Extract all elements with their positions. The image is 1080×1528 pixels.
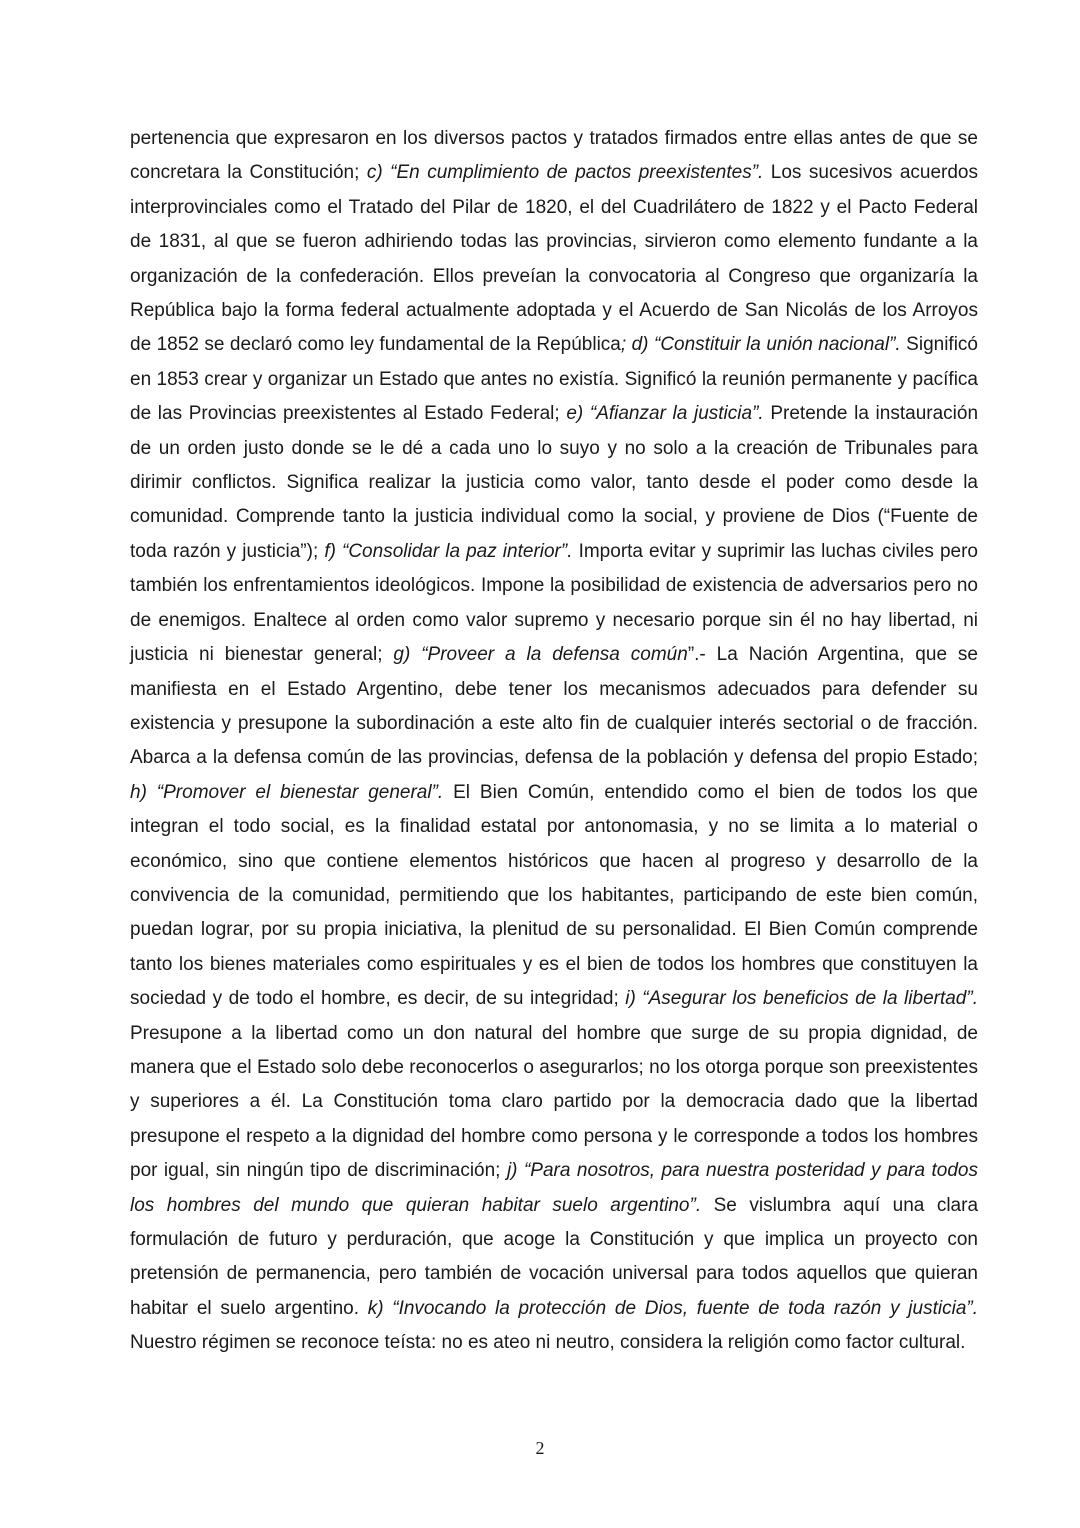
text-run: Importa evitar y suprimir las luchas civiles pero también los enfrentamientos ideológicos. Impone la posibilidad de existencia de adversarios pero no de enemigos. Enaltece al orden como valor supremo y necesario porque sin él no hay libertad, ni justicia ni bienestar general; xyxy=(130,540,978,666)
text-run-italic: i) “Asegurar los beneficios de la libertad”. xyxy=(625,988,978,1010)
text-run-italic: ; d) “Constituir la unión nacional”. xyxy=(620,334,901,356)
text-run: ”.- La Nación Argentina, que se manifiesta en el Estado Argentino, debe tener los mecanismos adecuados para defender su existencia y presupone la subordinación a este alto fin de cualquier interés sectorial o de fracción. Abarca a la defensa común de las provincias, defensa de la población y defensa del propio Estado; xyxy=(130,644,979,769)
page-number: 2 xyxy=(535,1438,545,1458)
text-run: Se vislumbra aquí una clara formulación de futuro y perduración, que acoge la Constitución y que implica un proyecto con pretensión de permanencia, pero también de vocación universal para todos aquellos que quieran habitar el suelo argentino. xyxy=(130,1194,979,1319)
text-run: Pretende la instauración de un orden justo donde se le dé a cada uno lo suyo y no solo a la creación de Tribunales para dirimir conflictos. Significa realizar la justicia como valor, tanto desde el poder como desde la comunidad. Comprende tanto la justicia individual como la social, y proviene de Dios (“Fuente de toda razón y justicia”); xyxy=(130,403,979,562)
text-run: Presupone a la libertad como un don natural del hombre que surge de su propia dignidad, de manera que el Estado solo debe reconocerlos o asegurarlos; no los otorga porque son preexistentes y superiores a él. La Constitución toma claro partido por la democracia dado que la libertad presupone el respeto a la dignidad del hombre como persona y le corresponde a todos los hombres por igual, sin ningún tipo de discriminación; xyxy=(130,1022,978,1182)
text-run-italic: c) “En cumplimiento de pactos preexistentes”. xyxy=(366,162,764,184)
document-page xyxy=(130,122,978,1361)
text-run: pertenencia que expresaron en los diversos pactos y tratados firmados entre ellas antes de que se concretara la Constitución; xyxy=(130,128,978,184)
text-run-italic: f) “Consolidar la paz interior”. xyxy=(324,540,573,562)
text-run-italic: k) “Invocando la protección de Dios, fuente de toda razón y justicia”. xyxy=(367,1297,978,1319)
text-run-italic: e) “Afianzar la justicia”. xyxy=(566,403,764,425)
text-run-italic: g) “Proveer a la defensa común xyxy=(393,644,688,666)
text-run: Significó en 1853 crear y organizar un Estado que antes no existía. Significó la reunión permanente y pacífica de las Provincias preexistentes al Estado Federal; xyxy=(130,334,978,425)
text-run-italic: h) “Promover el bienestar general”. xyxy=(130,781,444,803)
text-run: Nuestro régimen se reconoce teísta: no es ateo ni neutro, considera la religión como factor cultural. xyxy=(130,1332,966,1354)
body-paragraph xyxy=(130,122,978,1361)
text-run-italic: j) “Para nosotros, para nuestra posteridad y para todos los hombres del mundo que quieran habitar suelo argentino”. xyxy=(130,1160,978,1216)
text-run: Los sucesivos acuerdos interprovinciales como el Tratado del Pilar de 1820, el del Cuadrilátero de 1822 y el Pacto Federal de 1831, al que se fueron adhiriendo todas las provincias, sirvieron como elemento fundante a la organización de la confederación. Ellos preveían la convocatoria al Congreso que organizaría la República bajo la forma federal actualmente adoptada y el Acuerdo de San Nicolás de los Arroyos de 1852 se declaró como ley fundamental de la República xyxy=(130,162,978,356)
text-run: El Bien Común, entendido como el bien de todos los que integran el todo social, es la finalidad estatal por antonomasia, y no se limita a lo material o económico, sino que contiene elementos históricos que hacen al progreso y desarrollo de la convivencia de la comunidad, permitiendo que los habitantes, participando de este bien común, puedan lograr, por su propia iniciativa, la plenitud de su personalidad. El Bien Común comprende tanto los bienes materiales como espirituales y es el bien de todos los hombres que constituyen la sociedad y de todo el hombre, es decir, de su integridad; xyxy=(130,781,978,1010)
